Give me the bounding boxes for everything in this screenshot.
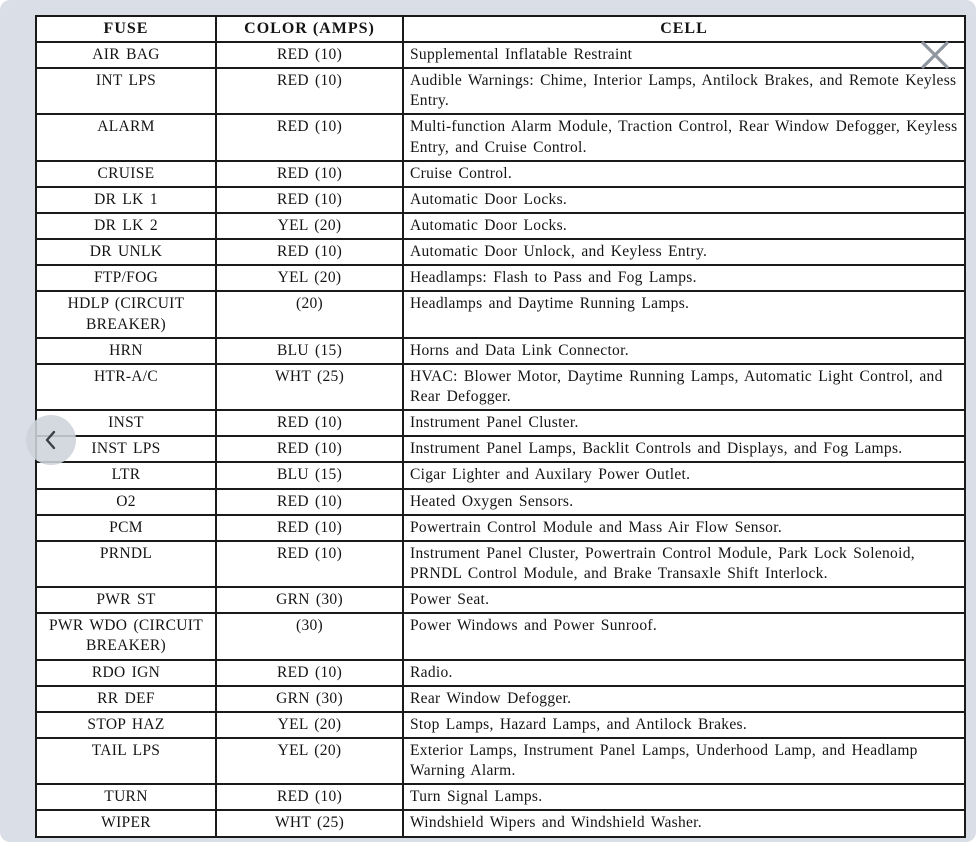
circuit-description-cell: Power Windows and Power Sunroof. [403,613,965,659]
table-row [36,784,965,810]
table-row [36,114,965,160]
table-row [36,239,965,265]
fuse-name-cell: TURN [36,784,216,810]
fuse-name-cell: PWR ST [36,587,216,613]
color-amps-cell: (20) [216,291,403,337]
table-row [36,213,965,239]
circuit-description-cell: Horns and Data Link Connector. [403,338,965,364]
color-amps-cell: RED (10) [216,239,403,265]
fuse-name-cell: CRUISE [36,161,216,187]
color-amps-cell: RED (10) [216,784,403,810]
header-color: COLOR (AMPS) [216,16,403,42]
fuse-name-cell: HTR-A/C [36,364,216,410]
table-row [36,187,965,213]
fuse-name-cell: FTP/FOG [36,265,216,291]
circuit-description-cell: Audible Warnings: Chime, Interior Lamps, Antilock Brakes, and Remote Keyless Entry. [403,68,965,114]
color-amps-cell: BLU (15) [216,462,403,488]
table-row [36,410,965,436]
color-amps-cell: RED (10) [216,489,403,515]
color-amps-cell: RED (10) [216,42,403,68]
circuit-description-cell: Stop Lamps, Hazard Lamps, and Antilock Brakes. [403,712,965,738]
color-amps-cell: BLU (15) [216,338,403,364]
fuse-name-cell: RDO IGN [36,660,216,686]
fuse-name-cell: INST LPS [36,436,216,462]
circuit-description-cell: Automatic Door Locks. [403,213,965,239]
circuit-description-cell: Supplemental Inflatable Restraint [403,42,965,68]
color-amps-cell: (30) [216,613,403,659]
fuse-name-cell: AIR BAG [36,42,216,68]
header-fuse: FUSE [36,16,216,42]
fuse-table-body [36,42,965,837]
fuse-name-cell: PRNDL [36,541,216,587]
table-row [36,660,965,686]
fuse-name-cell: RR DEF [36,686,216,712]
color-amps-cell: YEL (20) [216,712,403,738]
color-amps-cell: RED (10) [216,114,403,160]
table-row [36,686,965,712]
table-row [36,613,965,659]
circuit-description-cell: Headlamps: Flash to Pass and Fog Lamps. [403,265,965,291]
color-amps-cell: RED (10) [216,660,403,686]
table-row [36,68,965,114]
fuse-table [35,15,966,838]
fuse-name-cell: ALARM [36,114,216,160]
chevron-left-icon [40,429,62,451]
color-amps-cell: RED (10) [216,436,403,462]
circuit-description-cell: Power Seat. [403,587,965,613]
table-row [36,587,965,613]
color-amps-cell: RED (10) [216,161,403,187]
table-row [36,291,965,337]
fuse-name-cell: DR LK 2 [36,213,216,239]
table-header-row [36,16,965,42]
color-amps-cell: YEL (20) [216,738,403,784]
table-row [36,436,965,462]
fuse-name-cell: WIPER [36,810,216,836]
circuit-description-cell: Automatic Door Locks. [403,187,965,213]
table-row [36,42,965,68]
table-row [36,712,965,738]
circuit-description-cell: Headlamps and Daytime Running Lamps. [403,291,965,337]
color-amps-cell: RED (10) [216,515,403,541]
color-amps-cell: RED (10) [216,187,403,213]
header-cell: CELL [403,16,965,42]
color-amps-cell: RED (10) [216,541,403,587]
table-row [36,462,965,488]
fuse-name-cell: INST [36,410,216,436]
fuse-name-cell: O2 [36,489,216,515]
fuse-name-cell: LTR [36,462,216,488]
table-row [36,810,965,836]
circuit-description-cell: Instrument Panel Cluster. [403,410,965,436]
fuse-name-cell: PWR WDO (CIRCUIT BREAKER) [36,613,216,659]
previous-button[interactable] [26,415,76,465]
fuse-name-cell: DR UNLK [36,239,216,265]
color-amps-cell: YEL (20) [216,265,403,291]
close-icon [918,38,952,72]
table-row [36,338,965,364]
circuit-description-cell: Radio. [403,660,965,686]
circuit-description-cell: Automatic Door Unlock, and Keyless Entry. [403,239,965,265]
color-amps-cell: RED (10) [216,68,403,114]
color-amps-cell: RED (10) [216,410,403,436]
circuit-description-cell: Turn Signal Lamps. [403,784,965,810]
fuse-name-cell: HDLP (CIRCUIT BREAKER) [36,291,216,337]
close-button[interactable] [914,34,956,76]
color-amps-cell: WHT (25) [216,810,403,836]
color-amps-cell: GRN (30) [216,686,403,712]
fuse-name-cell: DR LK 1 [36,187,216,213]
table-row [36,541,965,587]
circuit-description-cell: Rear Window Defogger. [403,686,965,712]
fuse-name-cell: TAIL LPS [36,738,216,784]
fuse-name-cell: INT LPS [36,68,216,114]
circuit-description-cell: Instrument Panel Cluster, Powertrain Control Module, Park Lock Solenoid, PRNDL Control Module, and Brake Transaxle Shift Interlock. [403,541,965,587]
fuse-name-cell: PCM [36,515,216,541]
table-row [36,489,965,515]
circuit-description-cell: Multi-function Alarm Module, Traction Control, Rear Window Defogger, Keyless Entry, and Cruise Control. [403,114,965,160]
table-row [36,265,965,291]
color-amps-cell: GRN (30) [216,587,403,613]
circuit-description-cell: HVAC: Blower Motor, Daytime Running Lamps, Automatic Light Control, and Rear Defogger. [403,364,965,410]
table-row [36,515,965,541]
fuse-name-cell: STOP HAZ [36,712,216,738]
circuit-description-cell: Windshield Wipers and Windshield Washer. [403,810,965,836]
circuit-description-cell: Instrument Panel Lamps, Backlit Controls and Displays, and Fog Lamps. [403,436,965,462]
circuit-description-cell: Cruise Control. [403,161,965,187]
color-amps-cell: YEL (20) [216,213,403,239]
table-row [36,364,965,410]
table-row [36,738,965,784]
circuit-description-cell: Powertrain Control Module and Mass Air Flow Sensor. [403,515,965,541]
color-amps-cell: WHT (25) [216,364,403,410]
table-row [36,161,965,187]
circuit-description-cell: Cigar Lighter and Auxilary Power Outlet. [403,462,965,488]
circuit-description-cell: Heated Oxygen Sensors. [403,489,965,515]
circuit-description-cell: Exterior Lamps, Instrument Panel Lamps, Underhood Lamp, and Headlamp Warning Alarm. [403,738,965,784]
fuse-name-cell: HRN [36,338,216,364]
